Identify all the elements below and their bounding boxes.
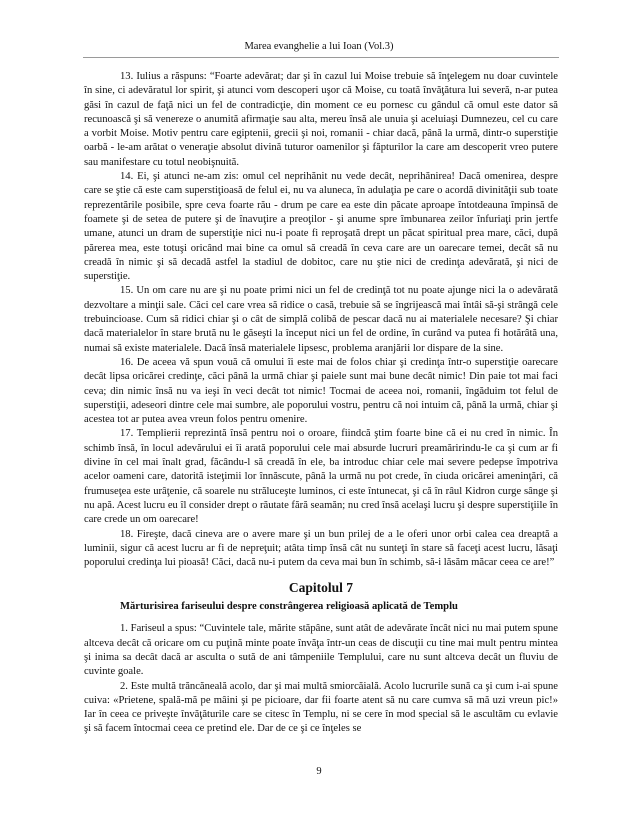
paragraph-18: 18. Fireşte, dacă cineva are o avere mare şi un bun prilej de a le oferi unor orbi calea cea dreaptă a luminii, sigur că acest lucru ar fi de nepreţuit; atâta timp însă cât nu sunteţi în stare să faceţi acest lucru, lăsaţi poporului credinţa lui pioasă! Căci, dacă nu-i putem da ceva mai bun în schimb, să-i lăsăm măcar ceea ce are!” bbox=[84, 528, 558, 569]
header-divider bbox=[83, 57, 559, 58]
running-header: Marea evanghelie a lui Ioan (Vol.3) bbox=[244, 41, 394, 52]
chapter-title: Capitolul 7 bbox=[288, 580, 354, 596]
paragraph-14: 14. Ei, şi atunci ne-am zis: omul cel neprihănit nu vede decât, neprihănirea! Dacă omenirea, despre care se ştie că este cam superstiţioasă de felul ei, nu va aluneca, în adulaţia pe care o acordă divinităţii sub toate reprezentările posibile, spre ceva foarte rău - drum pe care ea este din păcate aproape întotdeauna împinsă de foamete şi de setea de putere şi de înavuţire a preoţilor - şi anume spre îmbunarea zeilor înfuriaţi prin jertfe umane, atunci un dram de superstiţie nici nu-i poate fi reproşată drept un păcat spiritual prea mare, căci, după părerea mea, este totuşi oricând mai bine ca omul să creadă în ceva care are un oarecare temei, decât să nu creadă în nimic şi să decadă astfel la stadiul de dobitoc, care nu ştie nici de credinţa adevărată, şi nici de superstiţie. bbox=[84, 171, 558, 283]
chapter-subtitle: Mărturisirea fariseului despre constrângerea religioasă aplicată de Templu bbox=[120, 601, 458, 613]
body-text bbox=[84, 70, 558, 737]
paragraph-16: 16. De aceea vă spun vouă că omului îi este mai de folos chiar şi credinţa într-o superstiţie oarecare decât lipsa oricărei credinţe, căci până la urmă chiar şi paiele sunt mai bune decât nimic! Din paie tot mai faci ceva; din nimic însă nu va ieşi în veci decât tot nimic! Tocmai de aceea noi, romanii, îngăduim tot felul de superstiţii, adeseori dintre cele mai sumbre, ale poporului vostru, pentru că noi intuim că, până la urmă, chiar şi acestea tot ar putea avea vreun folos pentru omenire. bbox=[84, 356, 558, 426]
paragraph-17: 17. Templierii reprezintă însă pentru noi o oroare, fiindcă ştim foarte bine că ei nu cred în nimic. În schimb însă, în locul adevărului ei îi arată poporului cele mai absurde lucruri preamăririndu-le ca şi cum ar fi divine în cel mai înalt grad, făcându-l să creadă în ele, ba introduc chiar cele mai severe pedepse împotriva acelor oameni care, datorită isteţimii lor înnăscute, până la urmă nu pot crede, în ciuda oricărei ameninţări, că frumuseţea este urâţenie, că soarele nu străluceşte luminos, ci este întunecat, şi că în râul Kidron curge sânge şi nu apă. Acest lucru eu îl consider drept o răutate fără seamăn; nu cred însă acelaşi lucru şi despre superstiţiile în care crede un om oarecare! bbox=[84, 428, 558, 526]
page-number: 9 bbox=[316, 766, 322, 777]
paragraph-1: 1. Fariseul a spus: “Cuvintele tale, mărite stăpâne, sunt atât de adevărate încât nici nu mai putem spune altceva decât că oricare om cu puţină minte poate învăţa într-un ceas de discuţii cu tine mai mult pentru mintea şi inima sa decât dacă ar asculta o sută de ani tâmpeniile Templului, care nu sunt altceva decât un fluviu de cuvinte goale. bbox=[84, 623, 558, 678]
paragraph-15: 15. Un om care nu are şi nu poate primi nici un fel de credinţă tot nu poate ajunge nici la o adevărată dezvoltare a minţii sale. Căci cel care vrea să ridice o casă, trebuie să se îngrijească mai întâi să-şi strângă cele trebuincioase. Cum să ridici chiar şi o cât de simplă colibă de pescar dacă nu ai materialele necesare? Şi chiar dacă materialelor în stare brută nu le găseşti la început nici un fel de ordine, în curând va putea fi hotărâtă una, numai să existe materialele. Dacă însă materialele lipsesc, problema aranjării lor dispare de la sine. bbox=[84, 285, 558, 354]
paragraph-2: 2. Este multă trăncăneală acolo, dar şi mai multă smiorcăială. Acolo lucrurile sună ca şi cum i-ai spune cuiva: «Prietene, spală-mă pe mâini şi pe picioare, dar fii foarte atent să nu care cumva să mă uzi vreun pic!» Iar în ceea ce priveşte învăţăturile care se citesc în Templu, ni se cere în mod special să le ascultăm cu evlavie şi să facem întocmai ceea ce pretind ele. Dar de ce şi ce înţeles se bbox=[84, 680, 558, 735]
paragraph-13: 13. Iulius a răspuns: “Foarte adevărat; dar şi în cazul lui Moise trebuie să înţelegem nu doar cuvintele în sine, ci adevăratul lor spirit, şi atunci vom descoperi uşor că Moise, cu toată învăţătura lui severă, n-ar putea găsi în cazul de faţă nici un fel de contradicţie, din moment ce eu pornesc cu gândul că omul este dator să recunoască şi să venereze o anumită afirmaţie sau alta, mereu însă ale unuia şi aceluiaşi Dumnezeu, cel cu care a vorbit Moise. Motiv pentru care egiptenii, grecii şi noi, romanii - chiar dacă, până la urmă, dintr-o superstiţie oarbă - le-am arătat o veneraţie absolut divină tuturor oamenilor şi făpturilor la care am descoperit vreo putere sau manifestare cu totul neobişnuită. bbox=[84, 71, 558, 168]
